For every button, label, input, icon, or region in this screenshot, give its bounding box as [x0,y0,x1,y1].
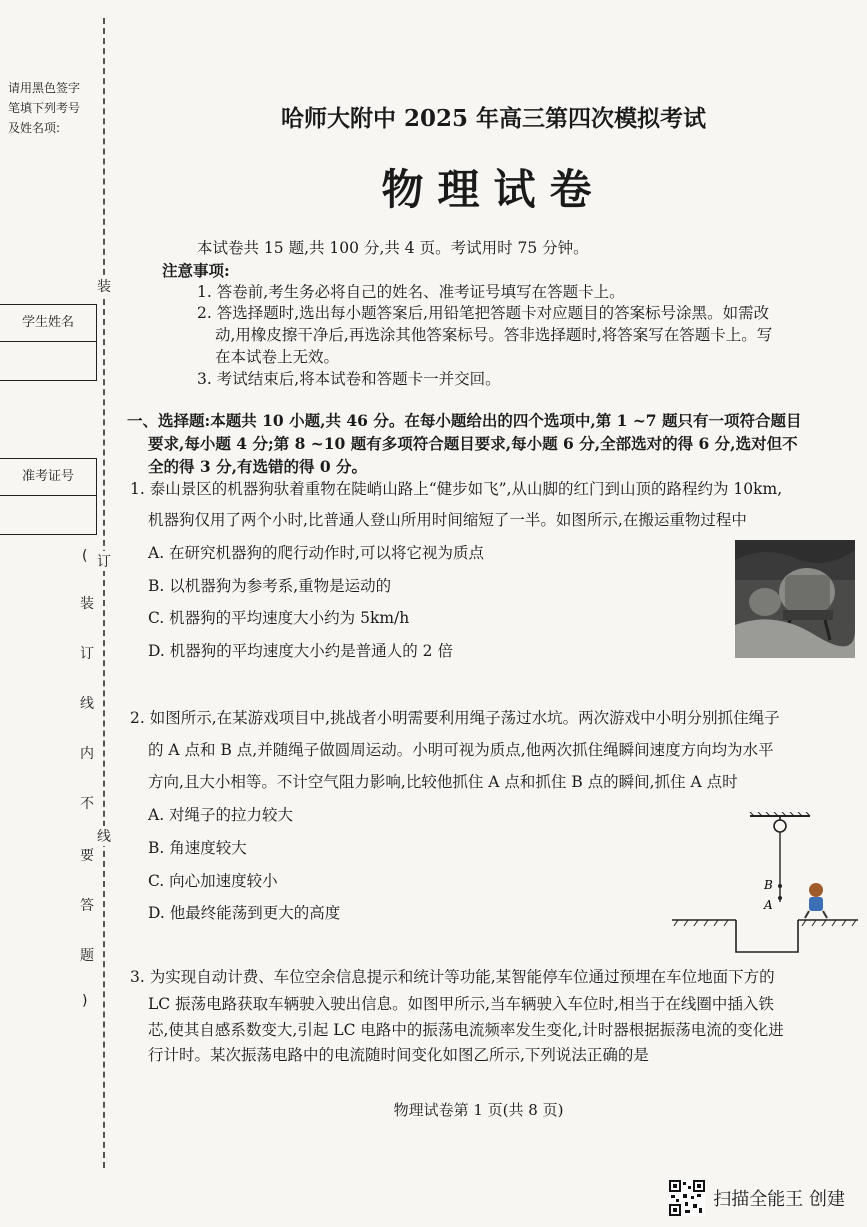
warning-char: 不 [80,796,94,812]
scanner-watermark [669,1180,845,1216]
q2-stem: 2. 如图所示,在某游戏项目中,挑战者小明需要利用绳子荡过水坑。两次游戏中小明分别抓住绳子 [130,709,780,727]
rope-swing-diagram [670,812,860,964]
q2-option-b: B. 角速度较大 [148,839,247,857]
q1-stem: 1. 泰山景区的机器狗驮着重物在陡峭山路上“健步如飞”,从山脚的红门到山顶的路程约为 10km, [130,480,783,498]
binding-char: 线 [97,826,111,846]
warning-char: 答 [80,898,94,914]
note-line: 1. 答卷前,考生务必将自己的姓名、准考证号填写在答题卡上。 [197,283,625,301]
q1-option-c: C. 机器狗的平均速度大小约为 5km/h [148,609,410,627]
q2-stem: 的 A 点和 B 点,并随绳子做圆周运动。小明可视为质点,他两次抓住绳瞬间速度方向均为水平 [148,741,774,759]
q2-option-a: A. 对绳子的拉力较大 [148,806,294,824]
q3-stem: 芯,使其自感系数变大,引起 LC 电路中的振荡电流频率发生变化,计时器根据振荡电流的变化进 [148,1021,784,1039]
q1-option-d: D. 机器狗的平均速度大小约是普通人的 2 倍 [148,642,453,660]
student-name-field[interactable] [0,342,96,380]
exam-title: 哈师大附中 2025 年高三第四次模拟考试 [280,105,707,132]
scanner-text: 扫描全能王 创建 [713,1189,845,1210]
warning-char: 内 [80,746,94,762]
warning-char: ( [82,548,88,564]
warning-char: ) [82,993,88,1009]
sidebar-note-line: 请用黑色签字 [8,81,81,95]
warning-char: 要 [80,848,94,864]
section-heading-line: 全的得 3 分,有选错的得 0 分。 [148,457,368,476]
exam-summary: 本试卷共 15 题,共 100 分,共 4 页。考试用时 75 分钟。 [197,239,589,257]
section-heading-line: 一、选择题:本题共 10 小题,共 46 分。在每小题给出的四个选项中,第 1 ~7 题只有一项符合题目 [127,411,802,430]
note-line: 在本试卷上无效。 [215,348,340,366]
page-footer: 物理试卷第 1 页(共 8 页) [393,1101,564,1119]
fig-label-a: A [764,898,773,912]
section-heading-line: 要求,每小题 4 分;第 8 ~10 题有多项符合题目要求,每小题 6 分,全部选对的得 6 分,选对但不 [148,434,798,453]
warning-char: 题 [80,948,94,964]
exam-id-field[interactable] [0,496,96,534]
q3-stem: 3. 为实现自动计费、车位空余信息提示和统计等功能,某智能停车位通过预埋在车位地面下方的 [130,968,775,986]
student-name-label: 学生姓名 [0,305,96,342]
warning-char: 线 [80,696,94,712]
exam-id-label: 准考证号 [0,459,96,496]
robot-dog-photo [735,540,855,658]
warning-char: 装 [80,596,94,612]
q1-option-a: A. 在研究机器狗的爬行动作时,可以将它视为质点 [148,544,484,562]
q3-stem: 行计时。某次振荡电路中的电流随时间变化如图乙所示,下列说法正确的是 [148,1046,649,1064]
sidebar-note-line: 笔填下列考号 [8,101,81,115]
q2-option-d: D. 他最终能荡到更大的高度 [148,904,341,922]
warning-char: 订 [80,646,94,662]
sidebar-note-line: 及姓名项: [8,121,61,135]
qr-code-icon [669,1180,705,1216]
q2-stem: 方向,且大小相等。不计空气阻力影响,比较他抓住 A 点和抓住 B 点的瞬间,抓住 A 点时 [148,773,738,791]
binding-char: 装 [97,276,111,296]
subject-title: 物理试卷 [381,165,606,214]
student-name-box [0,304,97,381]
note-line: 动,用橡皮擦干净后,再选涂其他答案标号。答非选择题时,将答案写在答题卡上。写 [215,326,773,344]
notes-heading: 注意事项: [162,261,230,280]
q3-stem: LC 振荡电路获取车辆驶入驶出信息。如图甲所示,当车辆驶入车位时,相当于在线圈中插入铁 [148,995,774,1013]
exam-id-box [0,458,97,535]
note-line: 3. 考试结束后,将本试卷和答题卡一并交回。 [197,370,501,388]
binding-char: 订 [97,551,111,571]
q2-option-c: C. 向心加速度较小 [148,872,278,890]
q1-option-b: B. 以机器狗为参考系,重物是运动的 [148,577,392,595]
note-line: 2. 答选择题时,选出每小题答案后,用铅笔把答题卡对应题目的答案标号涂黑。如需改 [197,304,770,322]
fig-label-b: B [764,878,773,892]
q1-stem: 机器狗仅用了两个小时,比普通人登山所用时间缩短了一半。如图所示,在搬运重物过程中 [148,511,747,529]
